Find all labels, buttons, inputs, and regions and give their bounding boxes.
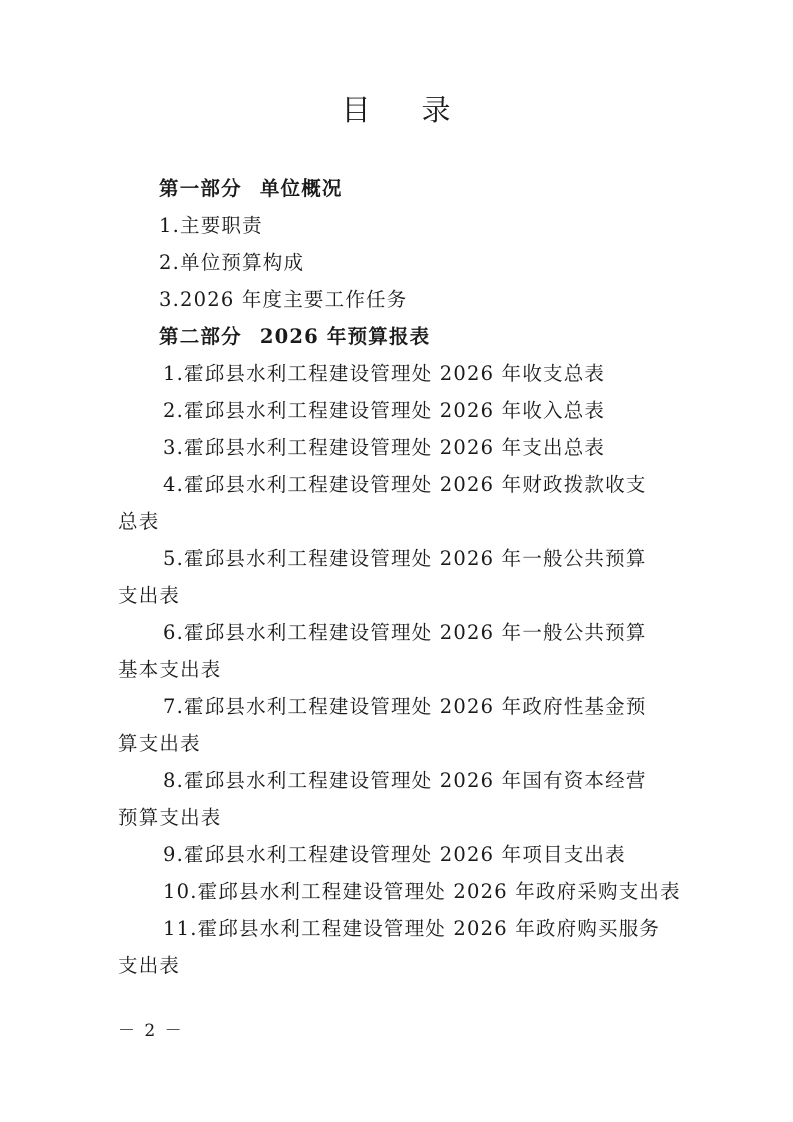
title-char-2: 录: [421, 93, 452, 127]
toc-item: 1.主要职责: [159, 214, 263, 237]
toc-item: 2.霍邱县水利工程建设管理处 2026 年收入总表: [163, 399, 606, 422]
section-heading-part-2: [118, 318, 678, 355]
section-title: 单位概况: [259, 177, 343, 200]
title-char-1: 目: [341, 93, 372, 127]
section-title: 2026 年预算报表: [259, 325, 431, 348]
toc-item: 10.霍邱县水利工程建设管理处 2026 年政府采购支出表: [163, 880, 681, 903]
toc-item: 8.霍邱县水利工程建设管理处 2026 年国有资本经营预算支出表: [118, 769, 647, 829]
section-number: 第二部分: [159, 325, 242, 348]
toc-item: 2.单位预算构成: [159, 251, 305, 274]
section-number: 第一部分: [159, 177, 242, 200]
toc-item: 6.霍邱县水利工程建设管理处 2026 年一般公共预算基本支出表: [118, 621, 647, 681]
toc-item: 9.霍邱县水利工程建设管理处 2026 年项目支出表: [163, 843, 626, 866]
toc-item: 7.霍邱县水利工程建设管理处 2026 年政府性基金预算支出表: [118, 695, 647, 755]
toc-item: 11.霍邱县水利工程建设管理处 2026 年政府购买服务支出表: [118, 917, 661, 977]
toc-item: 3.2026 年度主要工作任务: [159, 288, 408, 311]
section-heading-part-1: [118, 170, 678, 207]
page-title: [0, 88, 793, 129]
page-number: － 2 －: [118, 1021, 184, 1041]
toc-item: 1.霍邱县水利工程建设管理处 2026 年收支总表: [163, 362, 606, 385]
table-of-contents: [118, 170, 681, 984]
toc-item: 5.霍邱县水利工程建设管理处 2026 年一般公共预算支出表: [118, 547, 647, 607]
toc-item: 3.霍邱县水利工程建设管理处 2026 年支出总表: [163, 436, 606, 459]
toc-item: 4.霍邱县水利工程建设管理处 2026 年财政拨款收支总表: [118, 473, 647, 533]
